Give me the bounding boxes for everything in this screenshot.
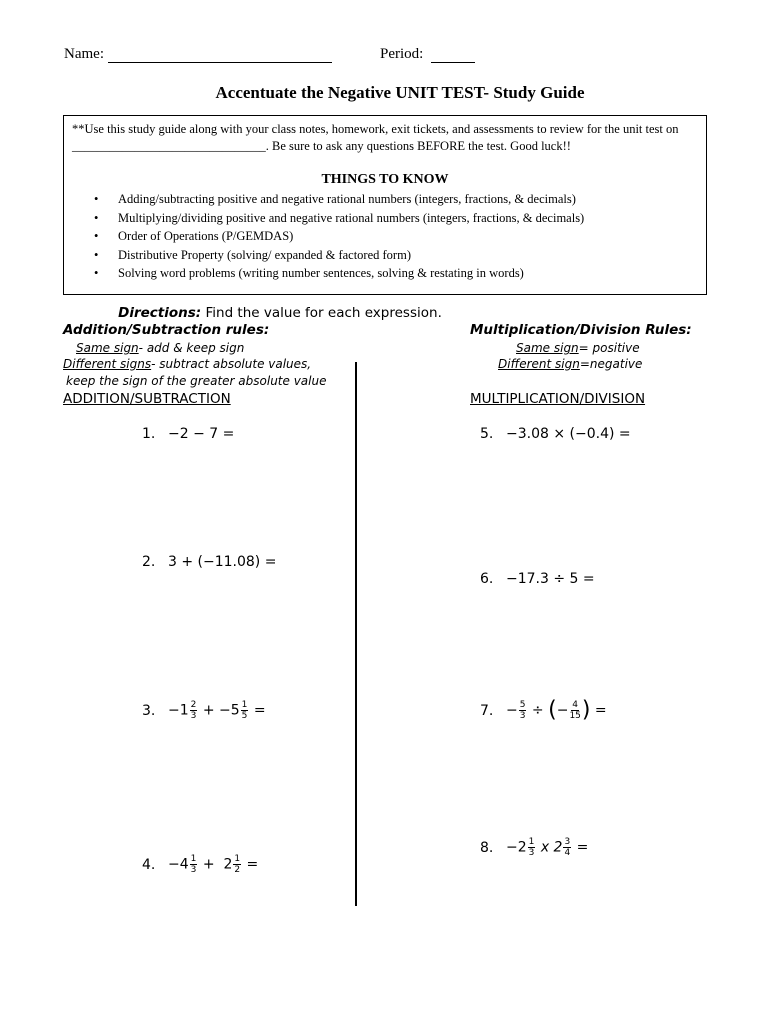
- mixed-whole: −2: [506, 839, 527, 856]
- problem-expression: −2 − 7 =: [168, 426, 235, 442]
- name-blank[interactable]: [108, 62, 332, 63]
- denominator: 15: [569, 711, 581, 721]
- same-sign-term: Same sign: [516, 341, 579, 355]
- equals: =: [590, 702, 607, 719]
- multiplication-rule-same-sign: [516, 340, 640, 357]
- numerator: 1: [190, 854, 197, 864]
- addition-rule-same-sign: [76, 340, 244, 357]
- mixed-whole: −4: [168, 856, 189, 873]
- fraction: [233, 854, 241, 875]
- denominator: 5: [241, 711, 248, 721]
- equals: =: [242, 856, 259, 873]
- problem-1: [142, 426, 234, 442]
- denominator: 3: [528, 848, 535, 858]
- multiplication-rule-different-sign: [498, 356, 642, 373]
- same-sign-rule: - add & keep sign: [138, 341, 245, 355]
- operator: + 2: [198, 856, 233, 873]
- fraction: [563, 837, 571, 858]
- problem-3: [142, 700, 266, 721]
- operator: + −5: [198, 702, 240, 719]
- open-paren: (: [548, 697, 557, 723]
- minus-sign: −: [556, 702, 569, 719]
- numerator: 4: [572, 700, 579, 710]
- problem-6: [480, 571, 595, 587]
- operator: x 2: [536, 839, 563, 856]
- denominator: 3: [190, 711, 197, 721]
- problem-number: 3.: [142, 702, 156, 719]
- addition-rules-title: Addition/Subtraction rules:: [63, 322, 270, 338]
- problem-number: 2.: [142, 554, 156, 570]
- different-signs-rule: - subtract absolute values,: [151, 357, 312, 371]
- directions-label: Directions:: [118, 305, 202, 321]
- fraction: [528, 837, 536, 858]
- operator: ÷: [527, 702, 549, 719]
- denominator: 4: [564, 848, 571, 858]
- same-sign-term: Same sign: [76, 341, 139, 355]
- numerator: 1: [234, 854, 241, 864]
- fraction: [241, 700, 249, 721]
- problem-2: [142, 554, 276, 570]
- list-item: • Solving word problems (writing number sentences, solving & restating in words): [92, 264, 584, 283]
- problem-expression: 3 + (−11.08) =: [168, 554, 277, 570]
- directions-text: Find the value for each expression.: [201, 305, 442, 321]
- fraction: [190, 854, 198, 875]
- same-sign-rule: = positive: [578, 341, 640, 355]
- things-to-know-list: [92, 190, 584, 283]
- numerator: 2: [190, 700, 197, 710]
- intro-text: **Use this study guide along with your class notes, homework, exit tickets, and assessments to review for the unit test on _______________________________. Be sure to ask any questions BEFORE the test. Good luck!!: [72, 122, 679, 153]
- problem-5: [480, 426, 631, 442]
- list-item: • Distributive Property (solving/ expanded & factored form): [92, 246, 584, 265]
- problem-7: [480, 697, 607, 723]
- fraction: [519, 700, 527, 721]
- problem-4: [142, 854, 258, 875]
- page-title: Accentuate the Negative UNIT TEST- Study Guide: [215, 83, 585, 102]
- problem-number: 5.: [480, 426, 494, 442]
- section-heading-multiplication: MULTIPLICATION/DIVISION: [470, 391, 646, 407]
- different-sign-term: Different sign: [498, 357, 580, 371]
- list-item: • Multiplying/dividing positive and negative rational numbers (integers, fractions, & decimals): [92, 209, 584, 228]
- period-label: Period:: [380, 46, 424, 62]
- denominator: 3: [190, 865, 197, 875]
- directions: [0, 305, 560, 321]
- addition-rule-line3: keep the sign of the greater absolute value: [66, 374, 327, 388]
- close-paren: ): [581, 697, 591, 723]
- section-heading-addition: ADDITION/SUBTRACTION: [63, 391, 231, 407]
- period-blank[interactable]: [431, 62, 475, 63]
- problem-expression: −17.3 ÷ 5 =: [506, 571, 595, 587]
- minus-sign: −: [506, 702, 518, 719]
- equals: =: [249, 702, 266, 719]
- problem-number: 8.: [480, 839, 494, 856]
- different-signs-term: Different signs: [63, 357, 152, 371]
- denominator: 3: [519, 711, 526, 721]
- numerator: 3: [564, 837, 571, 847]
- problem-number: 4.: [142, 856, 156, 873]
- different-sign-rule: =negative: [579, 357, 643, 371]
- equals: =: [572, 839, 589, 856]
- name-label: Name:: [64, 46, 104, 62]
- mixed-whole: −1: [168, 702, 189, 719]
- numerator: 1: [528, 837, 535, 847]
- numerator: 1: [241, 700, 248, 710]
- list-item: • Order of Operations (P/GEMDAS): [92, 227, 584, 246]
- problem-number: 6.: [480, 571, 494, 587]
- column-divider: [355, 362, 357, 906]
- problem-number: 1.: [142, 426, 156, 442]
- fraction: [190, 700, 198, 721]
- problem-8: [480, 837, 588, 858]
- list-item: • Adding/subtracting positive and negative rational numbers (integers, fractions, & decimals): [92, 190, 584, 209]
- problem-expression: −3.08 × (−0.4) =: [506, 426, 631, 442]
- denominator: 2: [234, 865, 241, 875]
- problem-number: 7.: [480, 702, 494, 719]
- numerator: 5: [519, 700, 526, 710]
- multiplication-rules-title: Multiplication/Division Rules:: [470, 322, 692, 338]
- things-to-know-title: THINGS TO KNOW: [321, 172, 449, 187]
- addition-rule-different-signs: [63, 356, 311, 373]
- fraction: [569, 700, 580, 721]
